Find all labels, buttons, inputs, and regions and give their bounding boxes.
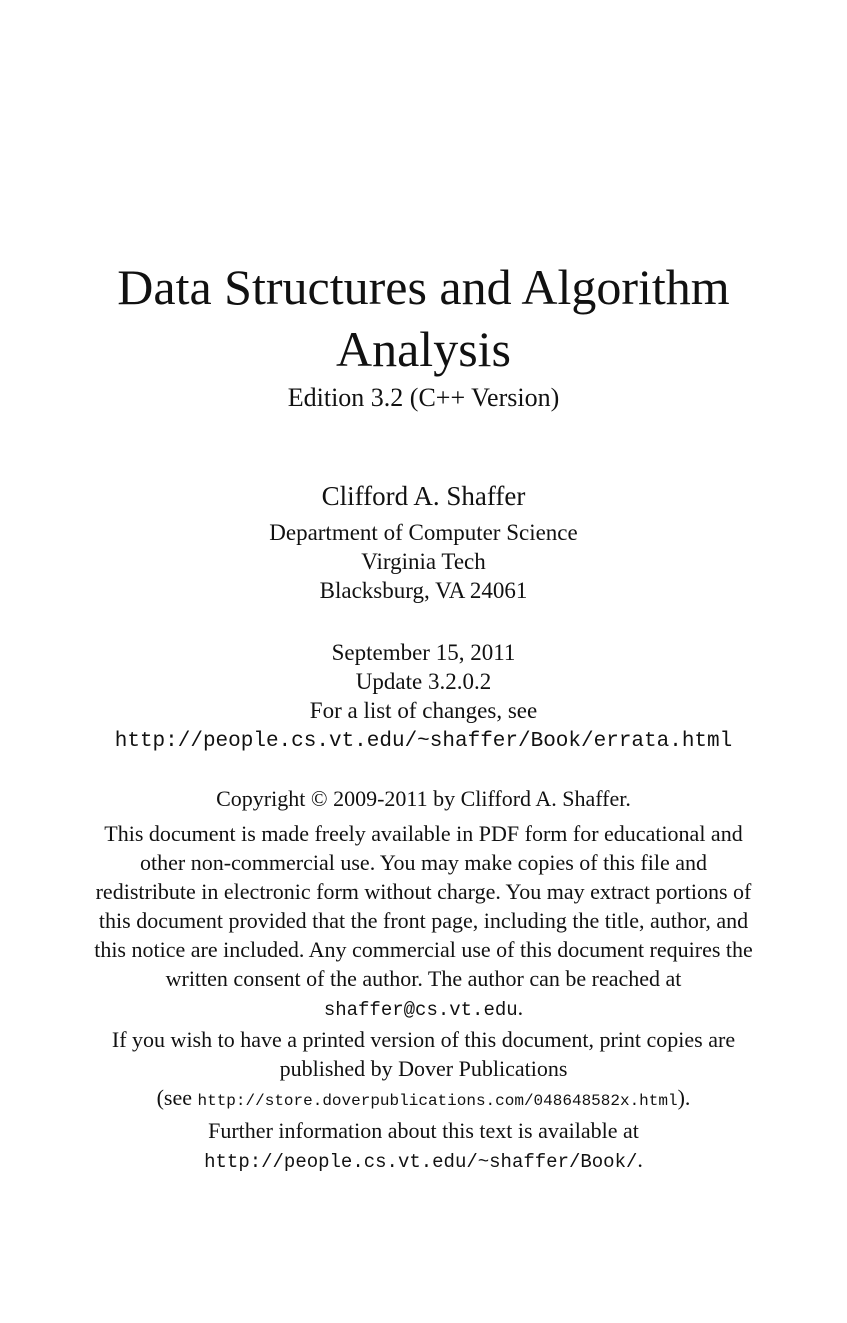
changes-intro: For a list of changes, see	[309, 698, 538, 723]
notice-line: written consent of the author. The author can be reached at	[165, 966, 682, 991]
edition-label: Edition 3.2 (C++ Version)	[287, 383, 560, 412]
book-title-line-1: Data Structures and Algorithm	[117, 259, 730, 315]
release-info	[0, 638, 847, 725]
see-suffix: ).	[677, 1085, 691, 1110]
institution: Virginia Tech	[361, 549, 486, 574]
dover-link[interactable]: http://store.doverpublications.com/048648582x.html	[197, 1092, 678, 1110]
print-line: If you wish to have a printed version of this document, print copies are	[111, 1027, 736, 1052]
notice-line: other non-commercial use. You may make copies of this file and	[140, 850, 707, 875]
copyright-notice: Copyright © 2009-2011 by Clifford A. Shaffer.	[216, 786, 631, 811]
book-url-line	[50, 1145, 797, 1177]
email-line	[50, 993, 797, 1025]
notice-line: this notice are included. Any commercial use of this document requires the	[94, 937, 753, 962]
author-email-link[interactable]: shaffer@cs.vt.edu	[323, 999, 518, 1021]
release-date: September 15, 2011	[331, 640, 516, 665]
author-affiliation	[0, 518, 847, 605]
print-line: published by Dover Publications	[279, 1056, 568, 1081]
book-title-line-2: Analysis	[336, 321, 511, 377]
author-name: Clifford A. Shaffer	[321, 481, 526, 511]
notice-line: This document is made freely available in PDF form for educational and	[104, 821, 743, 846]
see-prefix: (see	[156, 1085, 198, 1110]
book-title	[0, 256, 847, 380]
notice-line: redistribute in electronic form without charge. You may extract portions of	[95, 879, 752, 904]
notice-line: this document provided that the front page, including the title, author, and	[98, 908, 749, 933]
book-page-link[interactable]: http://people.cs.vt.edu/~shaffer/Book/	[204, 1151, 638, 1173]
address: Blacksburg, VA 24061	[319, 578, 528, 603]
usage-notice	[50, 819, 797, 1177]
email-suffix: .	[517, 995, 524, 1020]
errata-link[interactable]: http://people.cs.vt.edu/~shaffer/Book/errata.html	[114, 730, 733, 753]
book-url-suffix: .	[637, 1147, 643, 1172]
further-info: Further information about this text is available at	[208, 1118, 639, 1143]
update-version: Update 3.2.0.2	[355, 669, 492, 694]
dover-line	[50, 1083, 797, 1116]
department: Department of Computer Science	[269, 520, 578, 545]
